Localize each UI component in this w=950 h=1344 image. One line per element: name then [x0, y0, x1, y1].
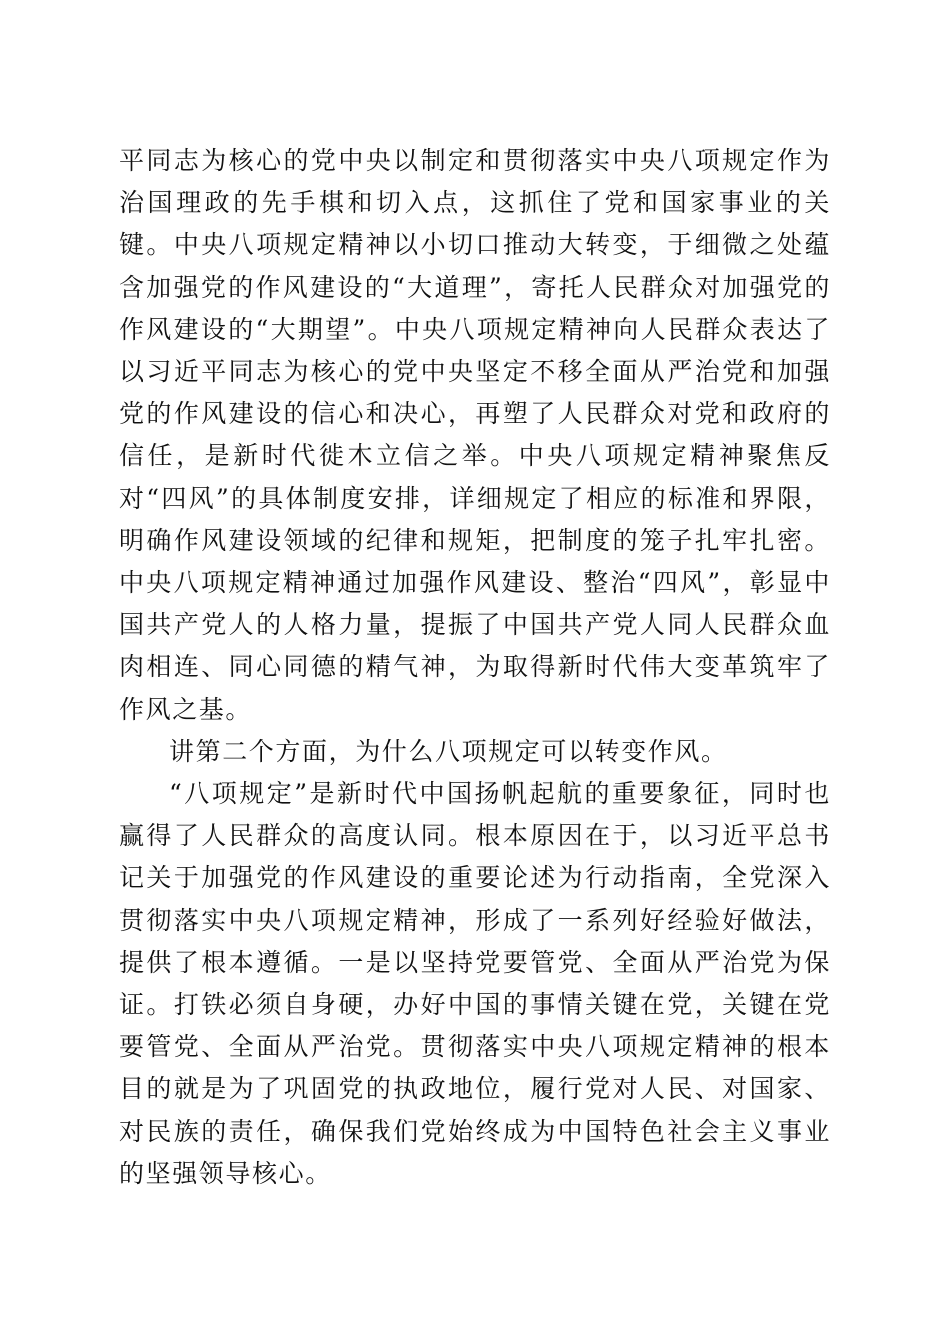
paragraph-continued: 平同志为核心的党中央以制定和贯彻落实中央八项规定作为治国理政的先手棋和切入点，这抓住了党和国家事业的关键。中央八项规定精神以小切口推动大转变，于细微之处蕴含加强党的作风建设的“大道理”，寄托人民群众对加强党的作风建设的“大期望”。中央八项规定精神向人民群众表达了以习近平同志为核心的党中央坚定不移全面从严治党和加强党的作风建设的信心和决心，再塑了人民群众对党和政府的信任，是新时代徙木立信之举。中央八项规定精神聚焦反对“四风”的具体制度安排，详细规定了相应的标准和界限，明确作风建设领域的纪律和规矩，把制度的笼子扎牢扎密。中央八项规定精神通过加强作风建设、整治“四风”，彰显中国共产党人的人格力量，提振了中国共产党人同人民群众血肉相连、同心同德的精气神，为取得新时代伟大变革筑牢了作风之基。	[119, 146, 831, 724]
paragraph-body: “八项规定”是新时代中国扬帆起航的重要象征，同时也赢得了人民群众的高度认同。根本原因在于，以习近平总书记关于加强党的作风建设的重要论述为行动指南，全党深入贯彻落实中央八项规定精神，形成了一系列好经验好做法，提供了根本遵循。一是以坚持党要管党、全面从严治党为保证。打铁必须自身硬，办好中国的事情关键在党，关键在党要管党、全面从严治党。贯彻落实中央八项规定精神的根本目的就是为了巩固党的执政地位，履行党对人民、对国家、对民族的责任，确保我们党始终成为中国特色社会主义事业的坚强领导核心。	[119, 779, 831, 1188]
body-text	[119, 140, 831, 1195]
paragraph-section-heading: 讲第二个方面，为什么八项规定可以转变作风。	[169, 736, 728, 766]
